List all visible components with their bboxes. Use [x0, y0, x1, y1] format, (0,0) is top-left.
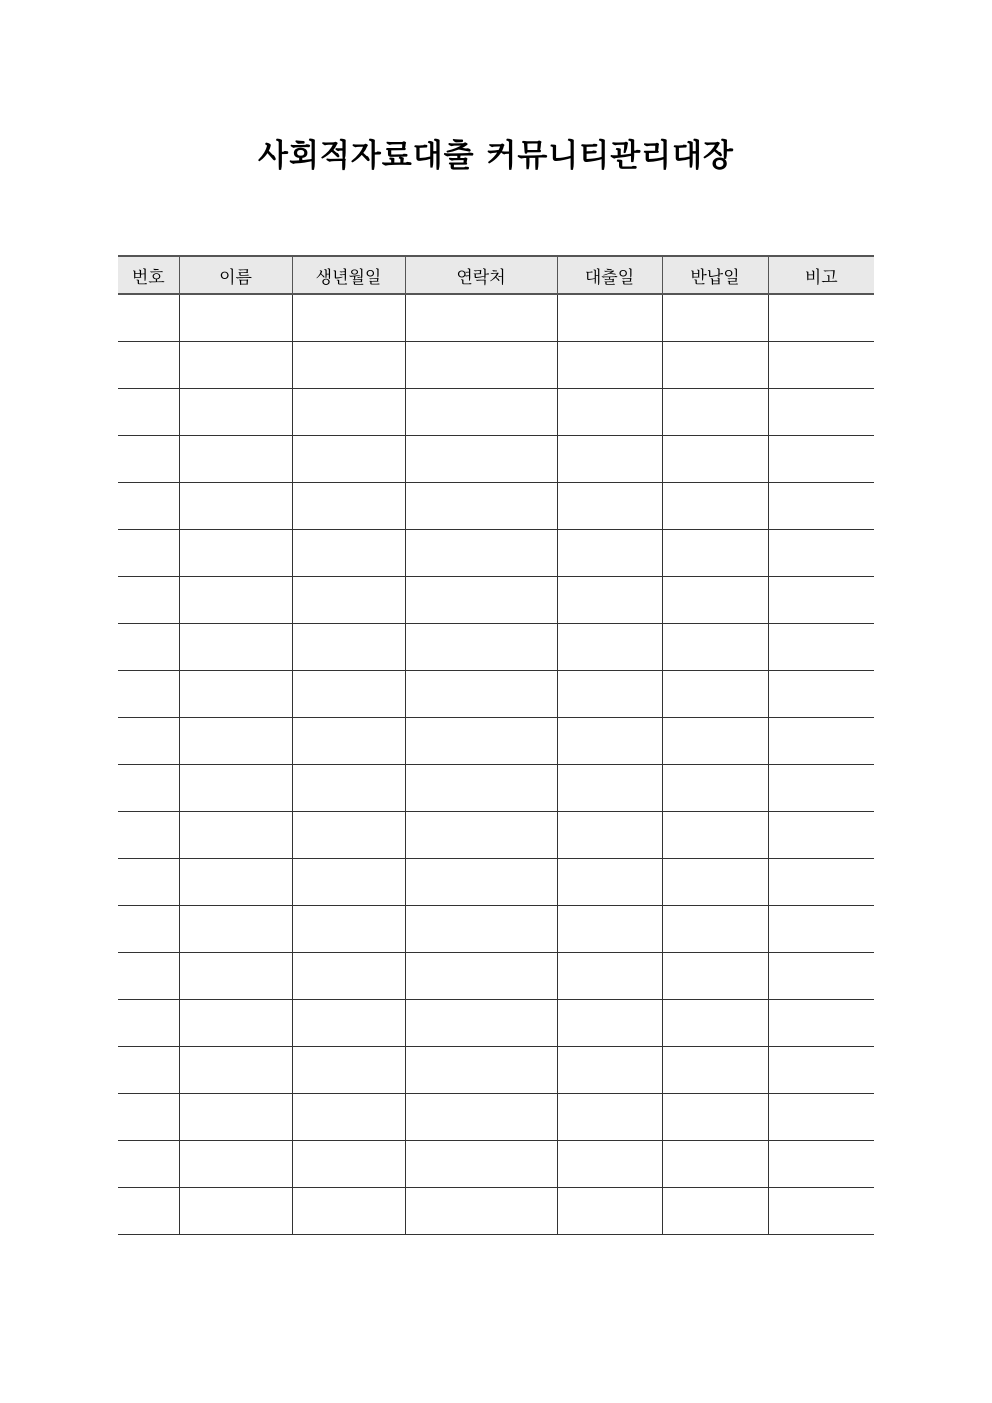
cell-name[interactable]: [179, 577, 292, 624]
cell-birthdate[interactable]: [292, 671, 405, 718]
cell-contact[interactable]: [405, 765, 557, 812]
table-row: [118, 483, 874, 530]
cell-contact[interactable]: [405, 436, 557, 483]
table-row: [118, 436, 874, 483]
cell-loan-date[interactable]: [557, 1000, 662, 1047]
cell-name[interactable]: [179, 1000, 292, 1047]
cell-remarks[interactable]: [768, 530, 874, 577]
cell-contact[interactable]: [405, 530, 557, 577]
cell-remarks[interactable]: [768, 1000, 874, 1047]
cell-remarks[interactable]: [768, 294, 874, 342]
cell-birthdate[interactable]: [292, 1094, 405, 1141]
table-row: [118, 1188, 874, 1235]
cell-contact[interactable]: [405, 342, 557, 389]
table-row: [118, 671, 874, 718]
header-name: 이름: [179, 256, 292, 294]
cell-loan-date[interactable]: [557, 436, 662, 483]
cell-contact[interactable]: [405, 718, 557, 765]
cell-remarks[interactable]: [768, 859, 874, 906]
cell-number[interactable]: [118, 765, 179, 812]
cell-name[interactable]: [179, 530, 292, 577]
cell-contact[interactable]: [405, 671, 557, 718]
table-row: [118, 765, 874, 812]
cell-loan-date[interactable]: [557, 1094, 662, 1141]
cell-number[interactable]: [118, 577, 179, 624]
cell-birthdate[interactable]: [292, 906, 405, 953]
cell-birthdate[interactable]: [292, 577, 405, 624]
header-row: [118, 256, 874, 294]
cell-remarks[interactable]: [768, 624, 874, 671]
header-loan-date: 대출일: [557, 256, 662, 294]
cell-loan-date[interactable]: [557, 812, 662, 859]
table-row: [118, 1047, 874, 1094]
table-body: [118, 294, 874, 1235]
cell-number[interactable]: [118, 1000, 179, 1047]
cell-loan-date[interactable]: [557, 765, 662, 812]
table-row: [118, 294, 874, 342]
cell-birthdate[interactable]: [292, 1188, 405, 1235]
cell-number[interactable]: [118, 389, 179, 436]
cell-return-date[interactable]: [662, 483, 768, 530]
cell-birthdate[interactable]: [292, 483, 405, 530]
table-row: [118, 342, 874, 389]
cell-contact[interactable]: [405, 812, 557, 859]
cell-loan-date[interactable]: [557, 530, 662, 577]
cell-number[interactable]: [118, 812, 179, 859]
cell-birthdate[interactable]: [292, 718, 405, 765]
cell-loan-date[interactable]: [557, 1047, 662, 1094]
cell-birthdate[interactable]: [292, 859, 405, 906]
header-contact: 연락처: [405, 256, 557, 294]
cell-loan-date[interactable]: [557, 483, 662, 530]
cell-contact[interactable]: [405, 859, 557, 906]
cell-loan-date[interactable]: [557, 577, 662, 624]
cell-return-date[interactable]: [662, 1000, 768, 1047]
cell-name[interactable]: [179, 1047, 292, 1094]
cell-name[interactable]: [179, 436, 292, 483]
cell-birthdate[interactable]: [292, 765, 405, 812]
table-row: [118, 953, 874, 1000]
cell-name[interactable]: [179, 1188, 292, 1235]
cell-contact[interactable]: [405, 906, 557, 953]
header-remarks: 비고: [768, 256, 874, 294]
cell-return-date[interactable]: [662, 389, 768, 436]
ledger-table: [118, 255, 874, 1235]
cell-return-date[interactable]: [662, 953, 768, 1000]
cell-loan-date[interactable]: [557, 953, 662, 1000]
cell-loan-date[interactable]: [557, 859, 662, 906]
cell-loan-date[interactable]: [557, 342, 662, 389]
table-row: [118, 1141, 874, 1188]
cell-number[interactable]: [118, 906, 179, 953]
cell-remarks[interactable]: [768, 1047, 874, 1094]
table-row: [118, 859, 874, 906]
cell-birthdate[interactable]: [292, 530, 405, 577]
cell-return-date[interactable]: [662, 718, 768, 765]
cell-name[interactable]: [179, 1141, 292, 1188]
header-birthdate: 생년월일: [292, 256, 405, 294]
cell-remarks[interactable]: [768, 765, 874, 812]
cell-number[interactable]: [118, 624, 179, 671]
cell-remarks[interactable]: [768, 812, 874, 859]
cell-return-date[interactable]: [662, 765, 768, 812]
cell-remarks[interactable]: [768, 483, 874, 530]
table-row: [118, 1000, 874, 1047]
cell-birthdate[interactable]: [292, 389, 405, 436]
cell-name[interactable]: [179, 389, 292, 436]
cell-number[interactable]: [118, 718, 179, 765]
cell-name[interactable]: [179, 953, 292, 1000]
cell-number[interactable]: [118, 342, 179, 389]
cell-contact[interactable]: [405, 624, 557, 671]
cell-remarks[interactable]: [768, 342, 874, 389]
cell-loan-date[interactable]: [557, 671, 662, 718]
cell-name[interactable]: [179, 1094, 292, 1141]
cell-contact[interactable]: [405, 953, 557, 1000]
document-title: 사회적자료대출 커뮤니티관리대장: [258, 138, 734, 174]
header-return-date: 반납일: [662, 256, 768, 294]
table-row: [118, 530, 874, 577]
cell-name[interactable]: [179, 859, 292, 906]
cell-name[interactable]: [179, 765, 292, 812]
table-row: [118, 906, 874, 953]
cell-number[interactable]: [118, 294, 179, 342]
cell-loan-date[interactable]: [557, 1141, 662, 1188]
cell-remarks[interactable]: [768, 953, 874, 1000]
cell-name[interactable]: [179, 671, 292, 718]
cell-name[interactable]: [179, 342, 292, 389]
cell-birthdate[interactable]: [292, 294, 405, 342]
cell-return-date[interactable]: [662, 530, 768, 577]
cell-return-date[interactable]: [662, 1141, 768, 1188]
table-row: [118, 624, 874, 671]
cell-contact[interactable]: [405, 294, 557, 342]
cell-contact[interactable]: [405, 1000, 557, 1047]
cell-name[interactable]: [179, 906, 292, 953]
table-row: [118, 389, 874, 436]
table-row: [118, 718, 874, 765]
cell-return-date[interactable]: [662, 859, 768, 906]
cell-number[interactable]: [118, 1188, 179, 1235]
cell-remarks[interactable]: [768, 436, 874, 483]
cell-birthdate[interactable]: [292, 812, 405, 859]
cell-number[interactable]: [118, 859, 179, 906]
cell-remarks[interactable]: [768, 718, 874, 765]
cell-return-date[interactable]: [662, 436, 768, 483]
cell-loan-date[interactable]: [557, 294, 662, 342]
cell-birthdate[interactable]: [292, 624, 405, 671]
cell-contact[interactable]: [405, 1094, 557, 1141]
cell-name[interactable]: [179, 294, 292, 342]
cell-number[interactable]: [118, 436, 179, 483]
cell-remarks[interactable]: [768, 389, 874, 436]
cell-loan-date[interactable]: [557, 1188, 662, 1235]
cell-birthdate[interactable]: [292, 1000, 405, 1047]
cell-number[interactable]: [118, 483, 179, 530]
cell-number[interactable]: [118, 953, 179, 1000]
cell-number[interactable]: [118, 1141, 179, 1188]
cell-remarks[interactable]: [768, 1141, 874, 1188]
header-number: 번호: [118, 256, 179, 294]
cell-return-date[interactable]: [662, 577, 768, 624]
cell-return-date[interactable]: [662, 671, 768, 718]
cell-number[interactable]: [118, 1047, 179, 1094]
cell-birthdate[interactable]: [292, 1141, 405, 1188]
table-row: [118, 577, 874, 624]
cell-loan-date[interactable]: [557, 624, 662, 671]
cell-remarks[interactable]: [768, 1094, 874, 1141]
cell-loan-date[interactable]: [557, 906, 662, 953]
cell-number[interactable]: [118, 1094, 179, 1141]
cell-contact[interactable]: [405, 483, 557, 530]
cell-loan-date[interactable]: [557, 718, 662, 765]
cell-number[interactable]: [118, 671, 179, 718]
cell-remarks[interactable]: [768, 671, 874, 718]
cell-remarks[interactable]: [768, 906, 874, 953]
cell-contact[interactable]: [405, 1047, 557, 1094]
cell-return-date[interactable]: [662, 1047, 768, 1094]
table-row: [118, 1094, 874, 1141]
cell-return-date[interactable]: [662, 812, 768, 859]
cell-birthdate[interactable]: [292, 1047, 405, 1094]
cell-birthdate[interactable]: [292, 436, 405, 483]
cell-contact[interactable]: [405, 577, 557, 624]
cell-birthdate[interactable]: [292, 953, 405, 1000]
cell-return-date[interactable]: [662, 906, 768, 953]
cell-name[interactable]: [179, 624, 292, 671]
cell-contact[interactable]: [405, 1141, 557, 1188]
cell-name[interactable]: [179, 718, 292, 765]
cell-remarks[interactable]: [768, 577, 874, 624]
cell-name[interactable]: [179, 483, 292, 530]
cell-birthdate[interactable]: [292, 342, 405, 389]
cell-name[interactable]: [179, 812, 292, 859]
cell-return-date[interactable]: [662, 1094, 768, 1141]
cell-return-date[interactable]: [662, 342, 768, 389]
cell-loan-date[interactable]: [557, 389, 662, 436]
cell-number[interactable]: [118, 530, 179, 577]
cell-remarks[interactable]: [768, 1188, 874, 1235]
table-row: [118, 812, 874, 859]
cell-contact[interactable]: [405, 1188, 557, 1235]
cell-contact[interactable]: [405, 389, 557, 436]
cell-return-date[interactable]: [662, 624, 768, 671]
cell-return-date[interactable]: [662, 294, 768, 342]
cell-return-date[interactable]: [662, 1188, 768, 1235]
